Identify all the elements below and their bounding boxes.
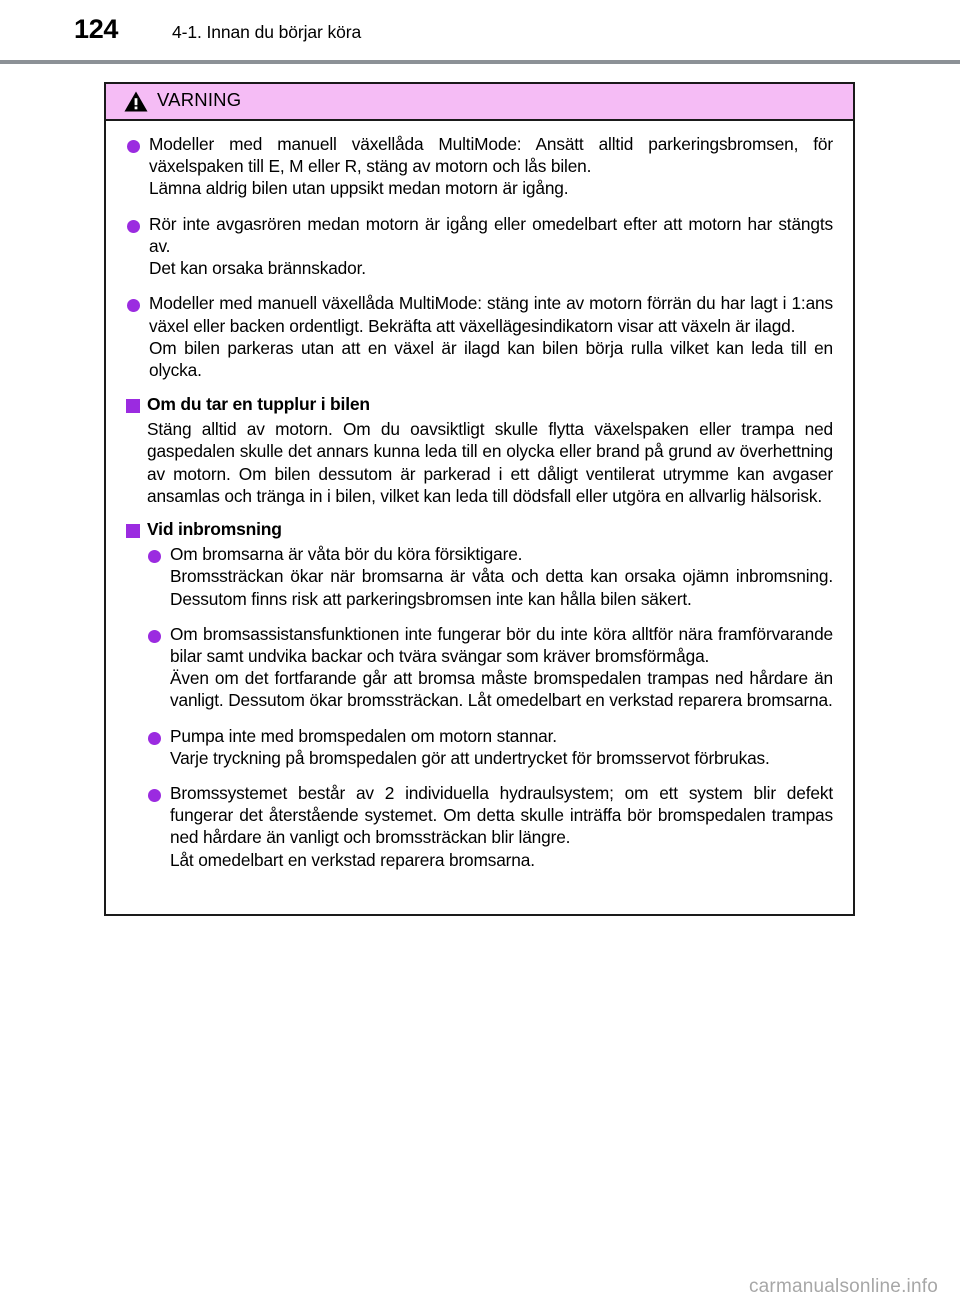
square-marker-icon	[126, 399, 140, 413]
bullet-text: Modeller med manuell växellåda MultiMode: Ansätt alltid parkeringsbromsen, för växelspaken till E, M eller R, stäng av motorn och lås bilen.	[149, 134, 833, 177]
bullet-text: Bromssystemet består av 2 individuella hydraulsystem; om ett system blir defekt fungerar det återstående systemet. Om detta skulle inträffa bör bromspedalen trampas ned hårdare än vanligt och bromssträckan blir längre.	[170, 783, 833, 848]
bullet-text: Om bromsassistansfunktionen inte fungerar bör du inte köra alltför nära framförvarande bilar samt undvika backar och tvära svängar som kräver bromsförmåga.	[170, 623, 833, 666]
warning-triangle-icon	[124, 91, 148, 112]
warning-box-header	[106, 84, 853, 121]
bullet-text: Låt omedelbart en verkstad reparera bromsarna.	[170, 849, 535, 870]
bullet-text: Pumpa inte med bromspedalen om motorn stannar.	[170, 725, 557, 746]
warning-bullet-item	[126, 133, 833, 200]
bullet-text: Bromssträckan ökar när bromsarna är våta och detta kan orsaka ojämn inbromsning. Dessutom finns risk att parkeringsbromsen inte kan hålla bilen säkert.	[170, 566, 833, 609]
bullet-text: Lämna aldrig bilen utan uppsikt medan motorn är igång.	[149, 178, 569, 199]
bullet-dot-icon	[148, 630, 161, 643]
warning-bullet-item	[147, 623, 833, 712]
section-heading-tupplur	[126, 394, 833, 415]
warning-bullet-item	[126, 213, 833, 280]
section-body-tupplur	[126, 418, 833, 507]
bullet-text: Rör inte avgasrören medan motorn är igång eller omedelbart efter att motorn har stängts av.	[149, 213, 833, 256]
page-number: 124	[74, 14, 119, 44]
bullet-dot-icon	[127, 140, 140, 153]
bullet-dot-icon	[127, 220, 140, 233]
warning-box-body	[106, 121, 853, 914]
section-heading-label: Om du tar en tupplur i bilen	[147, 394, 370, 415]
bullet-dot-icon	[127, 299, 140, 312]
warning-bullet-item	[147, 725, 833, 769]
section-heading-inbromsning	[126, 519, 833, 540]
bullet-text: Modeller med manuell växellåda MultiMode: stäng inte av motorn förrän du har lagt i 1:ans växel eller backen ordentligt. Bekräfta att växellägesindikatorn visar att växeln är ilagd.	[149, 293, 833, 336]
bullet-text: Det kan orsaka brännskador.	[149, 258, 366, 279]
footer-watermark: carmanualsonline.info	[748, 1276, 938, 1297]
header-divider	[0, 60, 960, 64]
bullet-dot-icon	[148, 732, 161, 745]
warning-bullet-item	[126, 292, 833, 381]
warning-box	[104, 82, 855, 916]
bullet-text: Om bromsarna är våta bör du köra försiktigare.	[170, 544, 523, 565]
bullet-dot-icon	[148, 550, 161, 563]
section-heading-label: Vid inbromsning	[147, 519, 282, 540]
square-marker-icon	[126, 524, 140, 538]
section-body-inbromsning	[126, 543, 833, 871]
warning-bullet-item	[147, 782, 833, 871]
page-header	[0, 0, 960, 58]
bullet-text: Om bilen parkeras utan att en växel är ilagd kan bilen börja rulla vilket kan leda till en olycka.	[149, 337, 833, 380]
bullet-text: Varje tryckning på bromspedalen gör att undertrycket för bromsservot förbrukas.	[170, 747, 770, 768]
section-text: Stäng alltid av motorn. Om du oavsiktligt skulle flytta växelspaken eller trampa ned gaspedalen skulle det annars kunna leda till en olycka eller brand på grund av överhettning av motorn. Om bilen dessutom är parkerad i ett dåligt ventilerat utrymme kan avgaser ansamlas och tränga in i bilen, vilket kan leda till dödsfall eller utgöra en allvarlig hälsorisk.	[147, 419, 833, 506]
page-title: 4-1. Innan du börjar köra	[172, 22, 362, 42]
bullet-dot-icon	[148, 789, 161, 802]
warning-bullet-item	[147, 543, 833, 610]
warning-label: VARNING	[157, 89, 242, 111]
bullet-text: Även om det fortfarande går att bromsa måste bromspedalen trampas ned hårdare än vanligt. Dessutom ökar bromssträckan. Låt omedelbart en verkstad reparera bromsarna.	[170, 668, 833, 711]
